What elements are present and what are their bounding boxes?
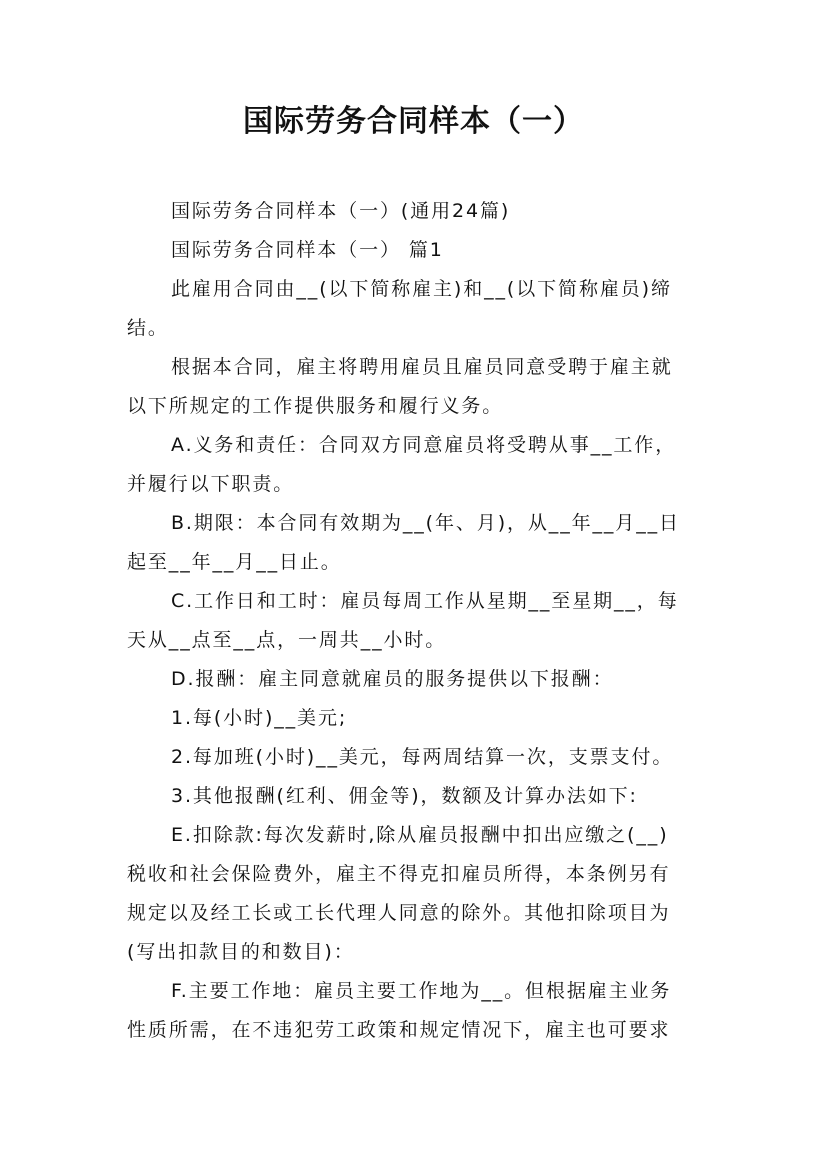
- paragraph-line: A.义务和责任：合同双方同意雇员将受聘从事__工作，: [171, 434, 677, 456]
- paragraph-line: 结。: [127, 317, 169, 339]
- paragraph-line: 国际劳务合同样本（一）(通用24篇): [171, 200, 511, 222]
- paragraph-line: 并履行以下职责。: [127, 473, 295, 495]
- paragraph-line: 1.每(小时)__美元;: [171, 707, 348, 729]
- paragraph-line: 起至__年__月__日止。: [127, 551, 342, 573]
- paragraph-line: 税收和社会保险费外，雇主不得克扣雇员所得，本条例另有: [127, 863, 671, 885]
- paragraph-line: (写出扣款目的和数目)：: [127, 941, 355, 963]
- paragraph-line: 3.其他报酬(红利、佣金等)，数额及计算办法如下:: [171, 785, 638, 807]
- paragraph-line: 国际劳务合同样本（一） 篇1: [171, 239, 444, 261]
- paragraph-line: B.期限：本合同有效期为__(年、月)，从__年__月__日: [171, 512, 680, 534]
- document-title: 国际劳务合同样本（一）: [243, 104, 584, 139]
- paragraph-line: E.扣除款:每次发薪时,除从雇员报酬中扣出应缴之(__): [171, 824, 669, 846]
- paragraph-line: 性质所需，在不违犯劳工政策和规定情况下，雇主也可要求: [127, 1019, 671, 1041]
- paragraph-line: 此雇用合同由__(以下简称雇主)和__(以下简称雇员)缔: [171, 278, 672, 300]
- paragraph-line: F.主要工作地：雇员主要工作地为__。但根据雇主业务: [171, 980, 672, 1002]
- paragraph-line: 以下所规定的工作提供服务和履行义务。: [127, 395, 504, 417]
- document-body: [127, 192, 717, 1050]
- paragraph-line: C.工作日和工时：雇员每周工作从星期__至星期__，每: [171, 590, 679, 612]
- paragraph-line: 2.每加班(小时)__美元，每两周结算一次，支票支付。: [171, 746, 674, 768]
- paragraph-line: 天从__点至__点，一周共__小时。: [127, 629, 447, 651]
- paragraph-line: 规定以及经工长或工长代理人同意的除外。其他扣除项目为: [127, 902, 671, 924]
- paragraph-line: 根据本合同，雇主将聘用雇员且雇员同意受聘于雇主就: [171, 356, 673, 378]
- paragraph-line: D.报酬：雇主同意就雇员的服务提供以下报酬：: [171, 668, 614, 690]
